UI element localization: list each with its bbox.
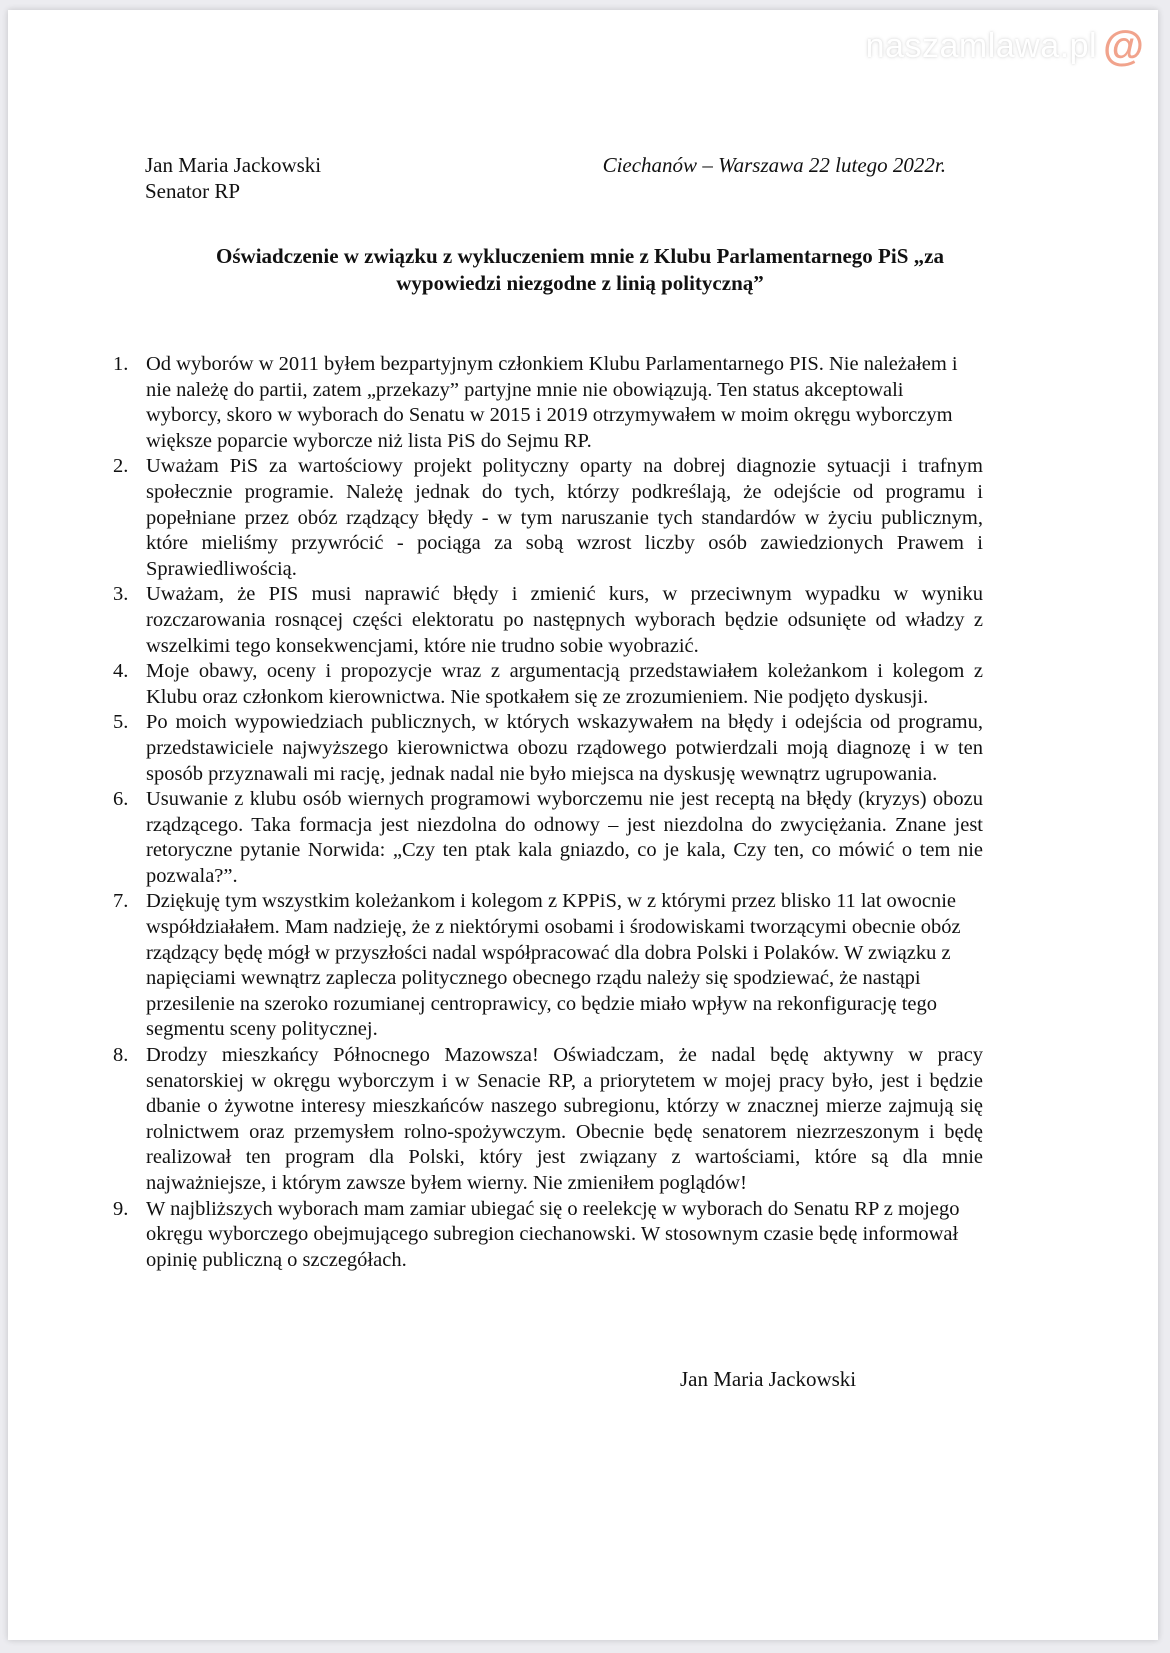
place-date: Ciechanów – Warszawa 22 lutego 2022r. — [602, 153, 946, 177]
point-text: Po moich wypowiedziach publicznych, w których wskazywałem na błędy i odejścia od programu, przedstawiciele najwyższego kierownictwa obozu rządowego potwierdzali moją diagnozę i w ten sposób przyznawali mi rację, jednak nadal nie było miejsca na dyskusję wewnątrz ugrupowania. — [146, 711, 983, 785]
statement-point — [113, 787, 983, 889]
title-line-2: wypowiedzi niezgodne z linią polityczną” — [396, 271, 764, 295]
statement-point — [113, 710, 983, 787]
point-number: 8. — [113, 1044, 129, 1067]
statement-point — [113, 659, 983, 710]
point-text: W najbliższych wyborach mam zamiar ubiegać się o reelekcję w wyborach do Senatu RP z mojego okręgu wyborczego obejmującego subregion ciechanowski. W stosownym czasie będę informował opinię publiczną o szczegółach. — [146, 1197, 960, 1271]
point-text: Usuwanie z klubu osób wiernych programowi wyborczemu nie jest receptą na błędy (kryzys) obozu rządzącego. Taka formacja jest niezdolna do odnowy – jest niezdolna do zwyciężania. Znane jest retoryczne pytanie Norwida: „Czy ten ptak kala gniazdo, co je kala, Czy ten, co mówić o tem nie pozwala?”. — [146, 788, 983, 887]
document-title — [145, 243, 1015, 297]
point-number: 2. — [113, 455, 129, 478]
title-line-1: Oświadczenie w związku z wykluczeniem mnie z Klubu Parlamentarnego PiS „za — [216, 244, 944, 268]
watermark-text: naszamlawa.pl — [865, 26, 1098, 65]
point-text: Drodzy mieszkańcy Północnego Mazowsza! Oświadczam, że nadal będę aktywny w pracy senatorskiej w okręgu wyborczym i w Senacie RP, a priorytetem w mojej pracy było, jest i będzie dbanie o żywotne interesy mieszkańców naszego subregionu, którzy w znacznej mierze zajmują się rolnictwem oraz przemysłem rolno-spożywczym. Obecnie będę senatorem niezrzeszonym i będę realizował ten program dla Polski, który jest związany z wartościami, które są dla mnie najważniejsze, i którym zawsze byłem wierny. Nie zmieniłem poglądów! — [146, 1044, 983, 1194]
point-text: Uważam PiS za wartościowy projekt polityczny oparty na dobrej diagnozie sytuacji i trafnym społecznie programie. Należę jednak do tych, którzy podkreślają, że odejście od programu i popełniane przez obóz rządzący błędy - w tym naruszanie tych standardów w życiu publicznym, które mieliśmy przywrócić - pociąga za sobą wzrost liczby osób zawiedzionych Prawem i Sprawiedliwością. — [146, 455, 983, 580]
point-number: 5. — [113, 711, 129, 734]
author-name: Jan Maria Jackowski — [145, 153, 322, 177]
point-number: 7. — [113, 890, 129, 913]
point-text: Od wyborów w 2011 byłem bezpartyjnym członkiem Klubu Parlamentarnego PIS. Nie należałem i nie należę do partii, zatem „przekazy” partyjne mnie nie obowiązują. Ten status akceptowali wyborcy, skoro w wyborach do Senatu w 2015 i 2019 otrzymywałem w moim okręgu wyborczym większe poparcie wyborcze niż lista PiS do Sejmu RP. — [146, 353, 958, 452]
point-text: Uważam, że PIS musi naprawić błędy i zmienić kurs, w przeciwnym wypadku w wyniku rozczarowania rosnącej części elektoratu po następnych wyborach będzie odsunięte od władzy z wszelkimi tego konsekwencjami, które nie trudno sobie wyobrazić. — [146, 583, 983, 657]
statement-point — [113, 352, 983, 454]
watermark — [866, 22, 1144, 70]
statement-point — [113, 1043, 983, 1197]
author-block — [145, 152, 321, 204]
point-text: Moje obawy, oceny i propozycje wraz z argumentacją przedstawiałem koleżankom i kolegom z Klubu oraz członkom kierownictwa. Nie spotkałem się ze zrozumieniem. Nie podjęto dyskusji. — [146, 660, 983, 708]
point-number: 6. — [113, 788, 129, 811]
statement-point — [113, 889, 983, 1043]
point-number: 3. — [113, 583, 129, 606]
point-number: 4. — [113, 660, 129, 683]
statement-points — [113, 352, 983, 1273]
point-number: 1. — [113, 353, 129, 375]
document-page — [8, 10, 1158, 1640]
point-number: 9. — [113, 1197, 129, 1220]
statement-point — [113, 1197, 983, 1274]
point-text: Dziękuję tym wszystkim koleżankom i kolegom z KPPiS, w z którymi przez blisko 11 lat owocnie współdziałałem. Mam nadzieję, że z niektórymi osobami i środowiskami tworzącymi obecnie obóz rządzący będę mógł w przyszłości nadal współpracować dla dobra Polski i Polaków. W związku z napięciami wewnątrz zaplecza politycznego obecnego rządu należy się spodziewać, że nastąpi przesilenie na szeroko rozumianej centroprawicy, co będzie miało wpływ na rekonfigurację tego segmentu sceny politycznej. — [146, 890, 961, 1041]
statement-point — [113, 454, 983, 582]
signature: Jan Maria Jackowski — [680, 1367, 857, 1391]
author-title: Senator RP — [145, 179, 241, 203]
at-sign-icon: @ — [1103, 22, 1144, 69]
statement-point — [113, 582, 983, 659]
